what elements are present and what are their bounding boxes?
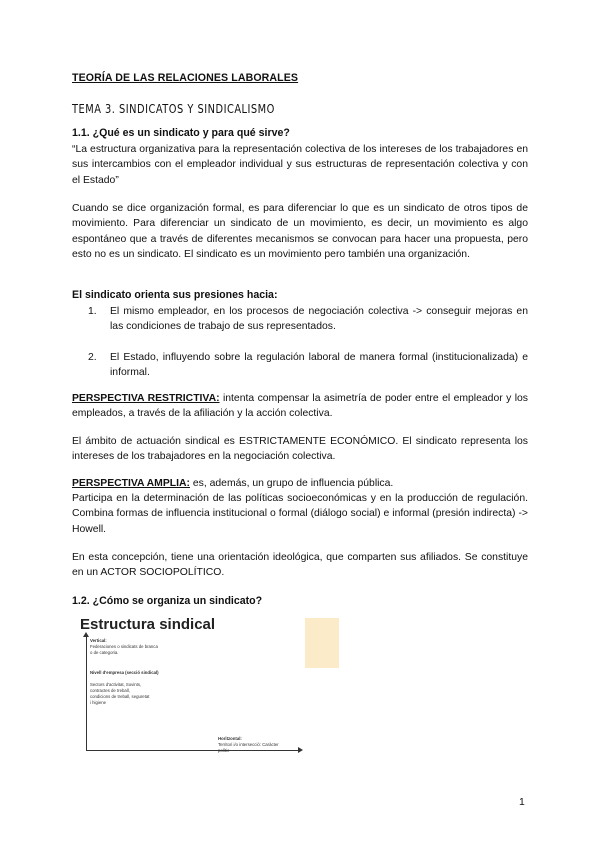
- list-number: 2.: [88, 351, 97, 363]
- vertical-text: o de categoria.: [90, 650, 119, 655]
- presiones-list: [72, 304, 528, 381]
- orienta-heading: El sindicato orienta sus presiones hacia:: [72, 289, 278, 301]
- horitzontal-label: Horitzontal:: [218, 736, 242, 741]
- arrow-right-icon: [298, 747, 303, 753]
- list-text: El Estado, influyendo sobre la regulación laboral de manera formal (institucionalizada) e informal.: [110, 351, 528, 379]
- sticky-note: [305, 618, 339, 668]
- perspectiva-amplia-paragraph: Participa en la determinación de las políticas socioeconómicas y en la producción de regulación. Combina formas de influencia institucional o formal (diálogo social) e informal (presión indirecta) -> Howell.: [72, 493, 528, 535]
- section-2-heading: 1.2. ¿Cómo se organiza un sindicato?: [72, 595, 263, 607]
- list-item: [72, 304, 528, 335]
- horitzontal-text: Territori i/o intersecció: Caràcter: [218, 742, 279, 747]
- list-item: [72, 350, 528, 381]
- horitzontal-text: polític: [218, 748, 230, 753]
- vertical-axis: [86, 636, 87, 750]
- perspectiva-amplia-text: es, además, un grupo de influencia pública.: [189, 478, 394, 489]
- empresa-label: Nivell d'empresa (secció sindical): [90, 670, 159, 675]
- estructura-sindical-figure: [70, 612, 314, 764]
- perspectiva-restrictiva-label: PERSPECTIVA RESTRICTIVA:: [72, 393, 220, 404]
- tema-title: TEMA 3. SINDICATOS Y SINDICALISMO: [72, 102, 275, 116]
- perspectiva-restrictiva-paragraph: [72, 391, 528, 422]
- perspectiva-restrictiva-text: intenta compensar la asimetría de poder entre el empleador y los empleados, a través de la afiliación y la acción colectiva.: [72, 393, 528, 420]
- definition-quote: “La estructura organizativa para la representación colectiva de los intereses de los trabajadores en sus intercambios con el empleador individual y sus estructuras de representación colectiva y con el Estado”: [72, 144, 528, 186]
- empresa-text: Sectors d'activitat, Sovints,: [90, 682, 142, 687]
- perspectiva-amplia-label: PERSPECTIVA AMPLIA:: [72, 478, 190, 489]
- vertical-label: Vertical:: [90, 638, 107, 643]
- concepcion-paragraph: En esta concepción, tiene una orientación ideológica, que comparten sus afiliados. Se constituye en un ACTOR SOCIOPOLÍTICO.: [72, 552, 528, 579]
- empresa-text: contractes de treball,: [90, 688, 130, 693]
- list-number: 1.: [88, 306, 97, 317]
- figure-title: Estructura sindical: [80, 616, 216, 633]
- arrow-up-icon: [83, 632, 89, 637]
- empresa-text: condicions de treball, seguretat: [90, 694, 150, 699]
- empresa-text: i higiene: [90, 700, 107, 705]
- page-number: 1: [519, 797, 525, 808]
- ambito-paragraph: El ámbito de actuación sindical es ESTRICTAMENTE ECONÓMICO. El sindicato representa los intereses de los trabajadores en la negociación colectiva.: [72, 436, 528, 463]
- horizontal-axis: [86, 750, 298, 751]
- paragraph-organizacion-formal: Cuando se dice organización formal, es para diferenciar lo que es un sindicato de otros tipos de movimiento. Para diferenciar un sindicato de un movimiento, es decir, un movimiento es algo espontáneo que a través de diferentes mecanismos se convocan para hacer una propuesta, pero esto no es un sindicato. El sindicato es un movimiento pero también una organización.: [72, 203, 528, 261]
- perspectiva-amplia-line: [72, 476, 528, 491]
- document-title: TEORÍA DE LAS RELACIONES LABORALES: [72, 72, 299, 84]
- vertical-text: Federaciones o sindicats de branca: [90, 644, 158, 649]
- list-text: El mismo empleador, en los procesos de negociación colectiva -> conseguir mejoras en las condiciones de trabajo de sus representados.: [110, 306, 528, 333]
- section-1-heading: 1.1. ¿Qué es un sindicato y para qué sirve?: [72, 127, 290, 139]
